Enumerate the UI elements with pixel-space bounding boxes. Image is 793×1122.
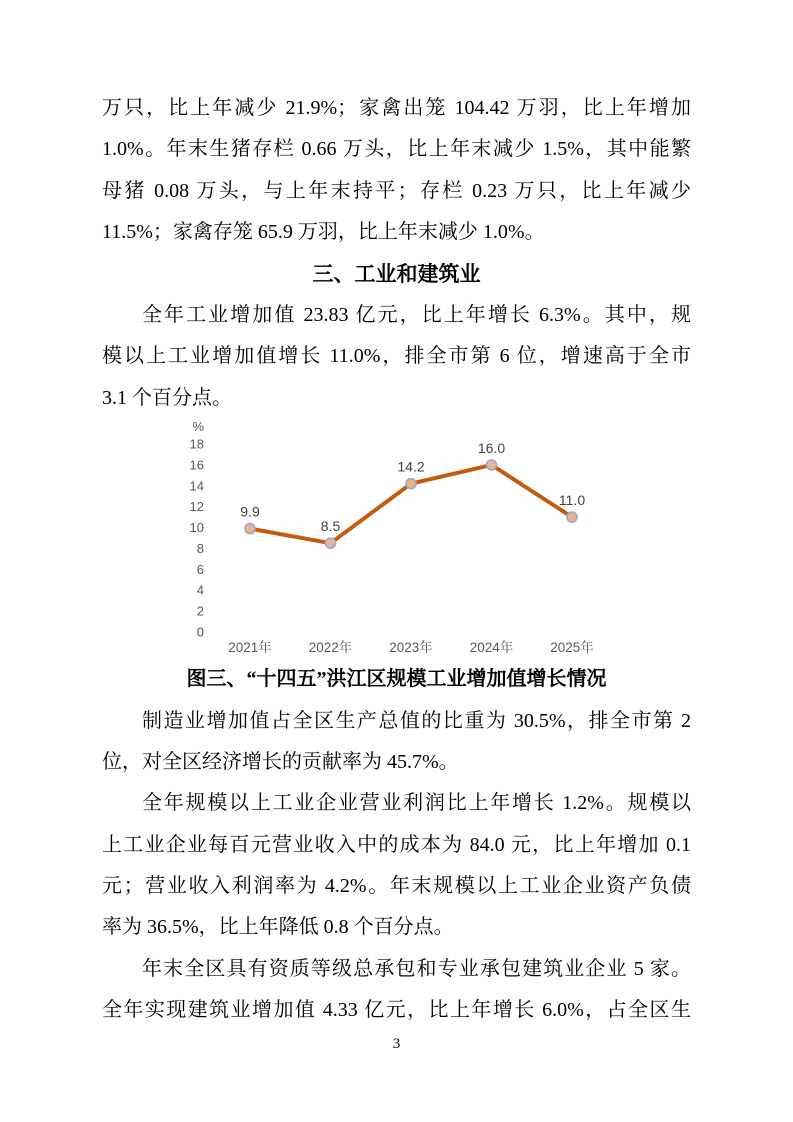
y-axis-tick-label: 14 <box>189 478 204 494</box>
text-line: 率为 36.5%，比上年降低 0.8 个百分点。 <box>102 916 454 939</box>
chart-data-label: 14.2 <box>397 458 425 475</box>
text-line: 全年实现建筑业增加值 4.33 亿元，比上年增长 6.0%，占全区生 <box>102 999 691 1022</box>
text-line: 万只，比上年减少 21.9%；家禽出笼 104.42 万羽，比上年增加 <box>102 97 691 119</box>
y-axis-tick-label: 4 <box>196 582 204 598</box>
text-line: 全年工业增加值 23.83 亿元，比上年增长 6.3%。其中，规 <box>142 303 691 326</box>
y-axis-tick-label: 12 <box>189 499 204 515</box>
y-axis-tick-label: 10 <box>189 520 204 536</box>
y-axis-tick-label: 18 <box>189 436 204 452</box>
page-number: 3 <box>392 1036 401 1052</box>
chart-data-label: 16.0 <box>477 440 506 457</box>
paragraph-manufacturing <box>102 701 691 784</box>
text-line: 11.5%；家禽存笼 65.9 万羽，比上年末减少 1.0%。 <box>102 221 545 244</box>
y-axis-tick-label: 0 <box>196 624 204 640</box>
paragraph-industry-value <box>102 295 691 419</box>
text-line: 模以上工业增加值增长 11.0%，排全市第 6 位，增速高于全市 <box>102 345 691 368</box>
y-axis-tick-label: 8 <box>196 541 204 557</box>
chart-marker <box>487 460 497 470</box>
chart-marker <box>326 538 336 548</box>
y-axis-unit-label: % <box>192 419 204 435</box>
y-axis-tick-label: 16 <box>189 457 204 473</box>
text-line: 年末全区具有资质等级总承包和专业承包建筑业企业 5 家。 <box>142 957 691 980</box>
paragraph-enterprise-profit <box>102 783 691 949</box>
chart-data-label: 9.9 <box>240 503 260 520</box>
figure-caption: 图三、“十四五”洪江区规模工业增加值增长情况 <box>186 668 607 691</box>
paragraph-livestock <box>102 88 691 254</box>
text-line: 母猪 0.08 万头，与上年末持平；存栏 0.23 万只，比上年减少 <box>102 179 691 202</box>
chart-data-label: 11.0 <box>558 492 586 509</box>
x-axis-category-label: 2021年 <box>228 640 272 656</box>
x-axis-category-label: 2023年 <box>389 640 433 656</box>
chart-marker <box>567 512 577 522</box>
chart-data-label: 8.5 <box>320 518 341 535</box>
x-axis-category-label: 2022年 <box>308 640 353 656</box>
y-axis-tick-label: 6 <box>196 561 204 577</box>
text-line: 制造业增加值占全区生产总值的比重为 30.5%，排全市第 2 <box>142 709 691 732</box>
chart-marker <box>406 479 416 489</box>
text-line: 全年规模以上工业企业营业利润比上年增长 1.2%。规模以 <box>142 792 691 815</box>
page-content <box>102 88 691 1032</box>
x-axis-category-label: 2024年 <box>469 640 514 656</box>
text-line: 1.0%。年末生猪存栏 0.66 万头，比上年末减少 1.5%，其中能繁 <box>102 138 691 161</box>
y-axis-tick-label: 2 <box>196 603 204 619</box>
chart-series-line <box>250 465 572 543</box>
x-axis-category-label: 2025年 <box>550 640 594 656</box>
industry-growth-line-chart <box>102 419 691 659</box>
text-line: 位，对全区经济增长的贡献率为 45.7%。 <box>102 750 459 773</box>
text-line: 上工业企业每百元营业收入中的成本为 84.0 元，比上年增加 0.1 <box>102 833 691 856</box>
text-line: 元；营业收入利润率为 4.2%。年末规模以上工业企业资产负债 <box>102 875 691 898</box>
chart-marker <box>245 524 255 534</box>
text-line: 3.1 个百分点。 <box>102 386 232 409</box>
section-heading-industry: 三、工业和建筑业 <box>312 262 481 286</box>
chart-canvas <box>165 419 645 659</box>
paragraph-construction <box>102 949 691 1032</box>
